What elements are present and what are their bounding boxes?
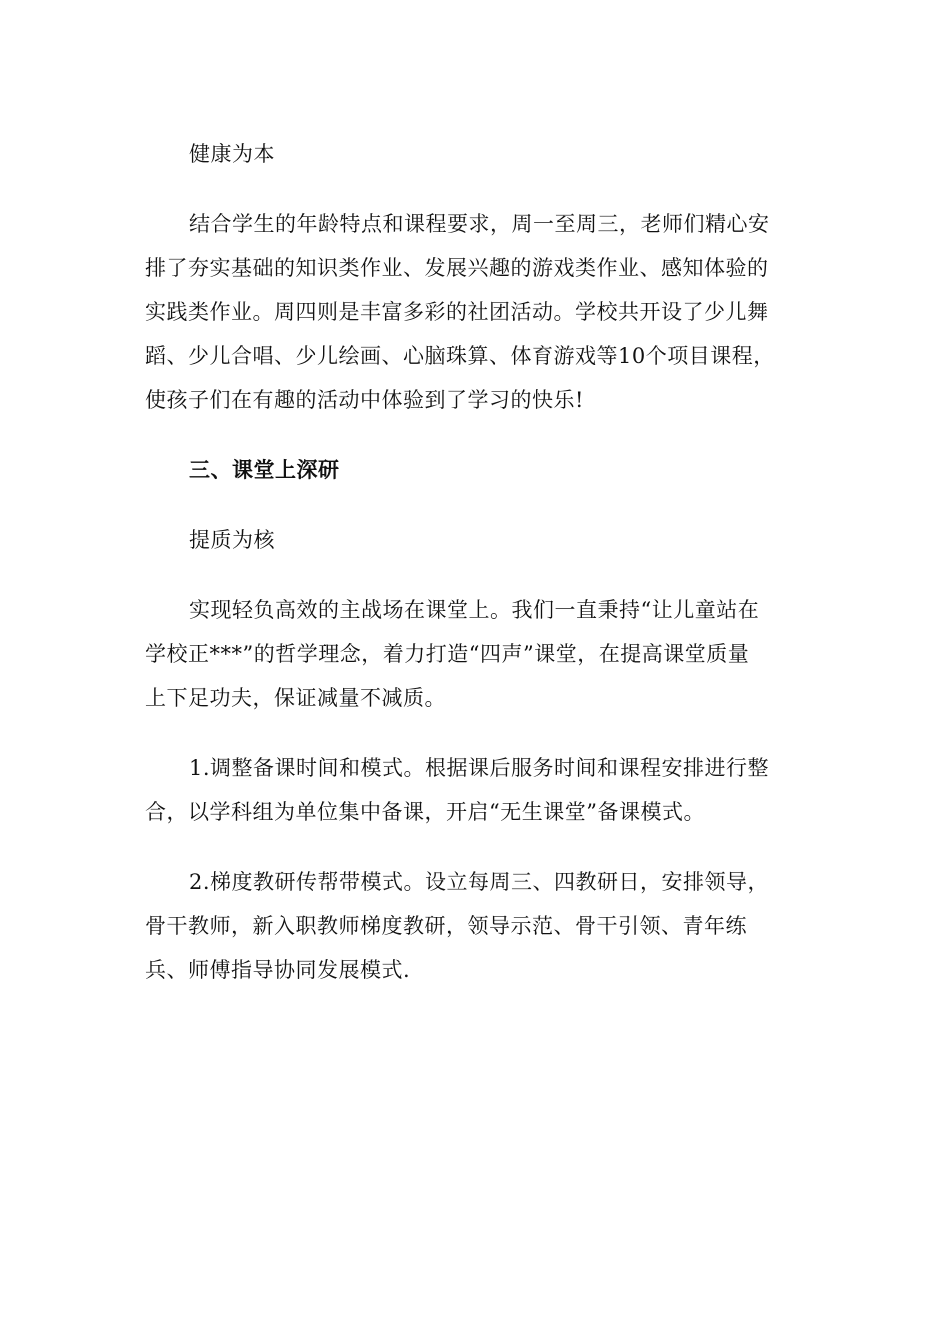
paragraph-line: 学校正***”的哲学理念，着力打造“四声”课堂，在提高课堂质量: [145, 642, 750, 666]
paragraph-classroom: [145, 588, 805, 720]
paragraph-line: 实现轻负高效的主战场在课堂上。我们一直秉持“让儿童站在: [189, 598, 760, 622]
list-item-lesson-prep: [145, 746, 805, 834]
list-item-teaching-research: [145, 860, 805, 992]
subtitle-health: 健康为本: [189, 142, 275, 166]
document-content: [145, 132, 805, 992]
paragraph-line: 蹈、少儿合唱、少儿绘画、心脑珠算、体育游戏等10个项目课程，: [145, 344, 775, 368]
paragraph-activities: [145, 202, 805, 422]
paragraph-line: 骨干教师，新入职教师梯度教研，领导示范、骨干引领、青年练: [145, 914, 747, 938]
spacer: [145, 562, 805, 588]
paragraph-line: 1.调整备课时间和模式。根据课后服务时间和课程安排进行整: [189, 756, 770, 780]
spacer: [145, 492, 805, 518]
paragraph-line: 排了夯实基础的知识类作业、发展兴趣的游戏类作业、感知体验的: [145, 256, 769, 280]
section-heading: 三、课堂上深研: [189, 457, 340, 482]
paragraph-line: 实践类作业。周四则是丰富多彩的社团活动。学校共开设了少儿舞: [145, 300, 769, 324]
paragraph-line: 合，以学科组为单位集中备课，开启“无生课堂”备课模式。: [145, 800, 705, 824]
spacer: [145, 834, 805, 860]
paragraph-line: 2.梯度教研传帮带模式。设立每周三、四教研日，安排领导，: [189, 870, 770, 894]
spacer: [145, 720, 805, 746]
paragraph-line: 结合学生的年龄特点和课程要求，周一至周三，老师们精心安: [189, 212, 770, 236]
spacer: [145, 176, 805, 202]
paragraph-line: 上下足功夫，保证减量不减质。: [145, 686, 446, 710]
subtitle-quality: 提质为核: [189, 528, 275, 552]
spacer: [145, 422, 805, 448]
paragraph-line: 使孩子们在有趣的活动中体验到了学习的快乐!: [145, 388, 584, 412]
paragraph-line: 兵、师傅指导协同发展模式.: [145, 958, 411, 982]
